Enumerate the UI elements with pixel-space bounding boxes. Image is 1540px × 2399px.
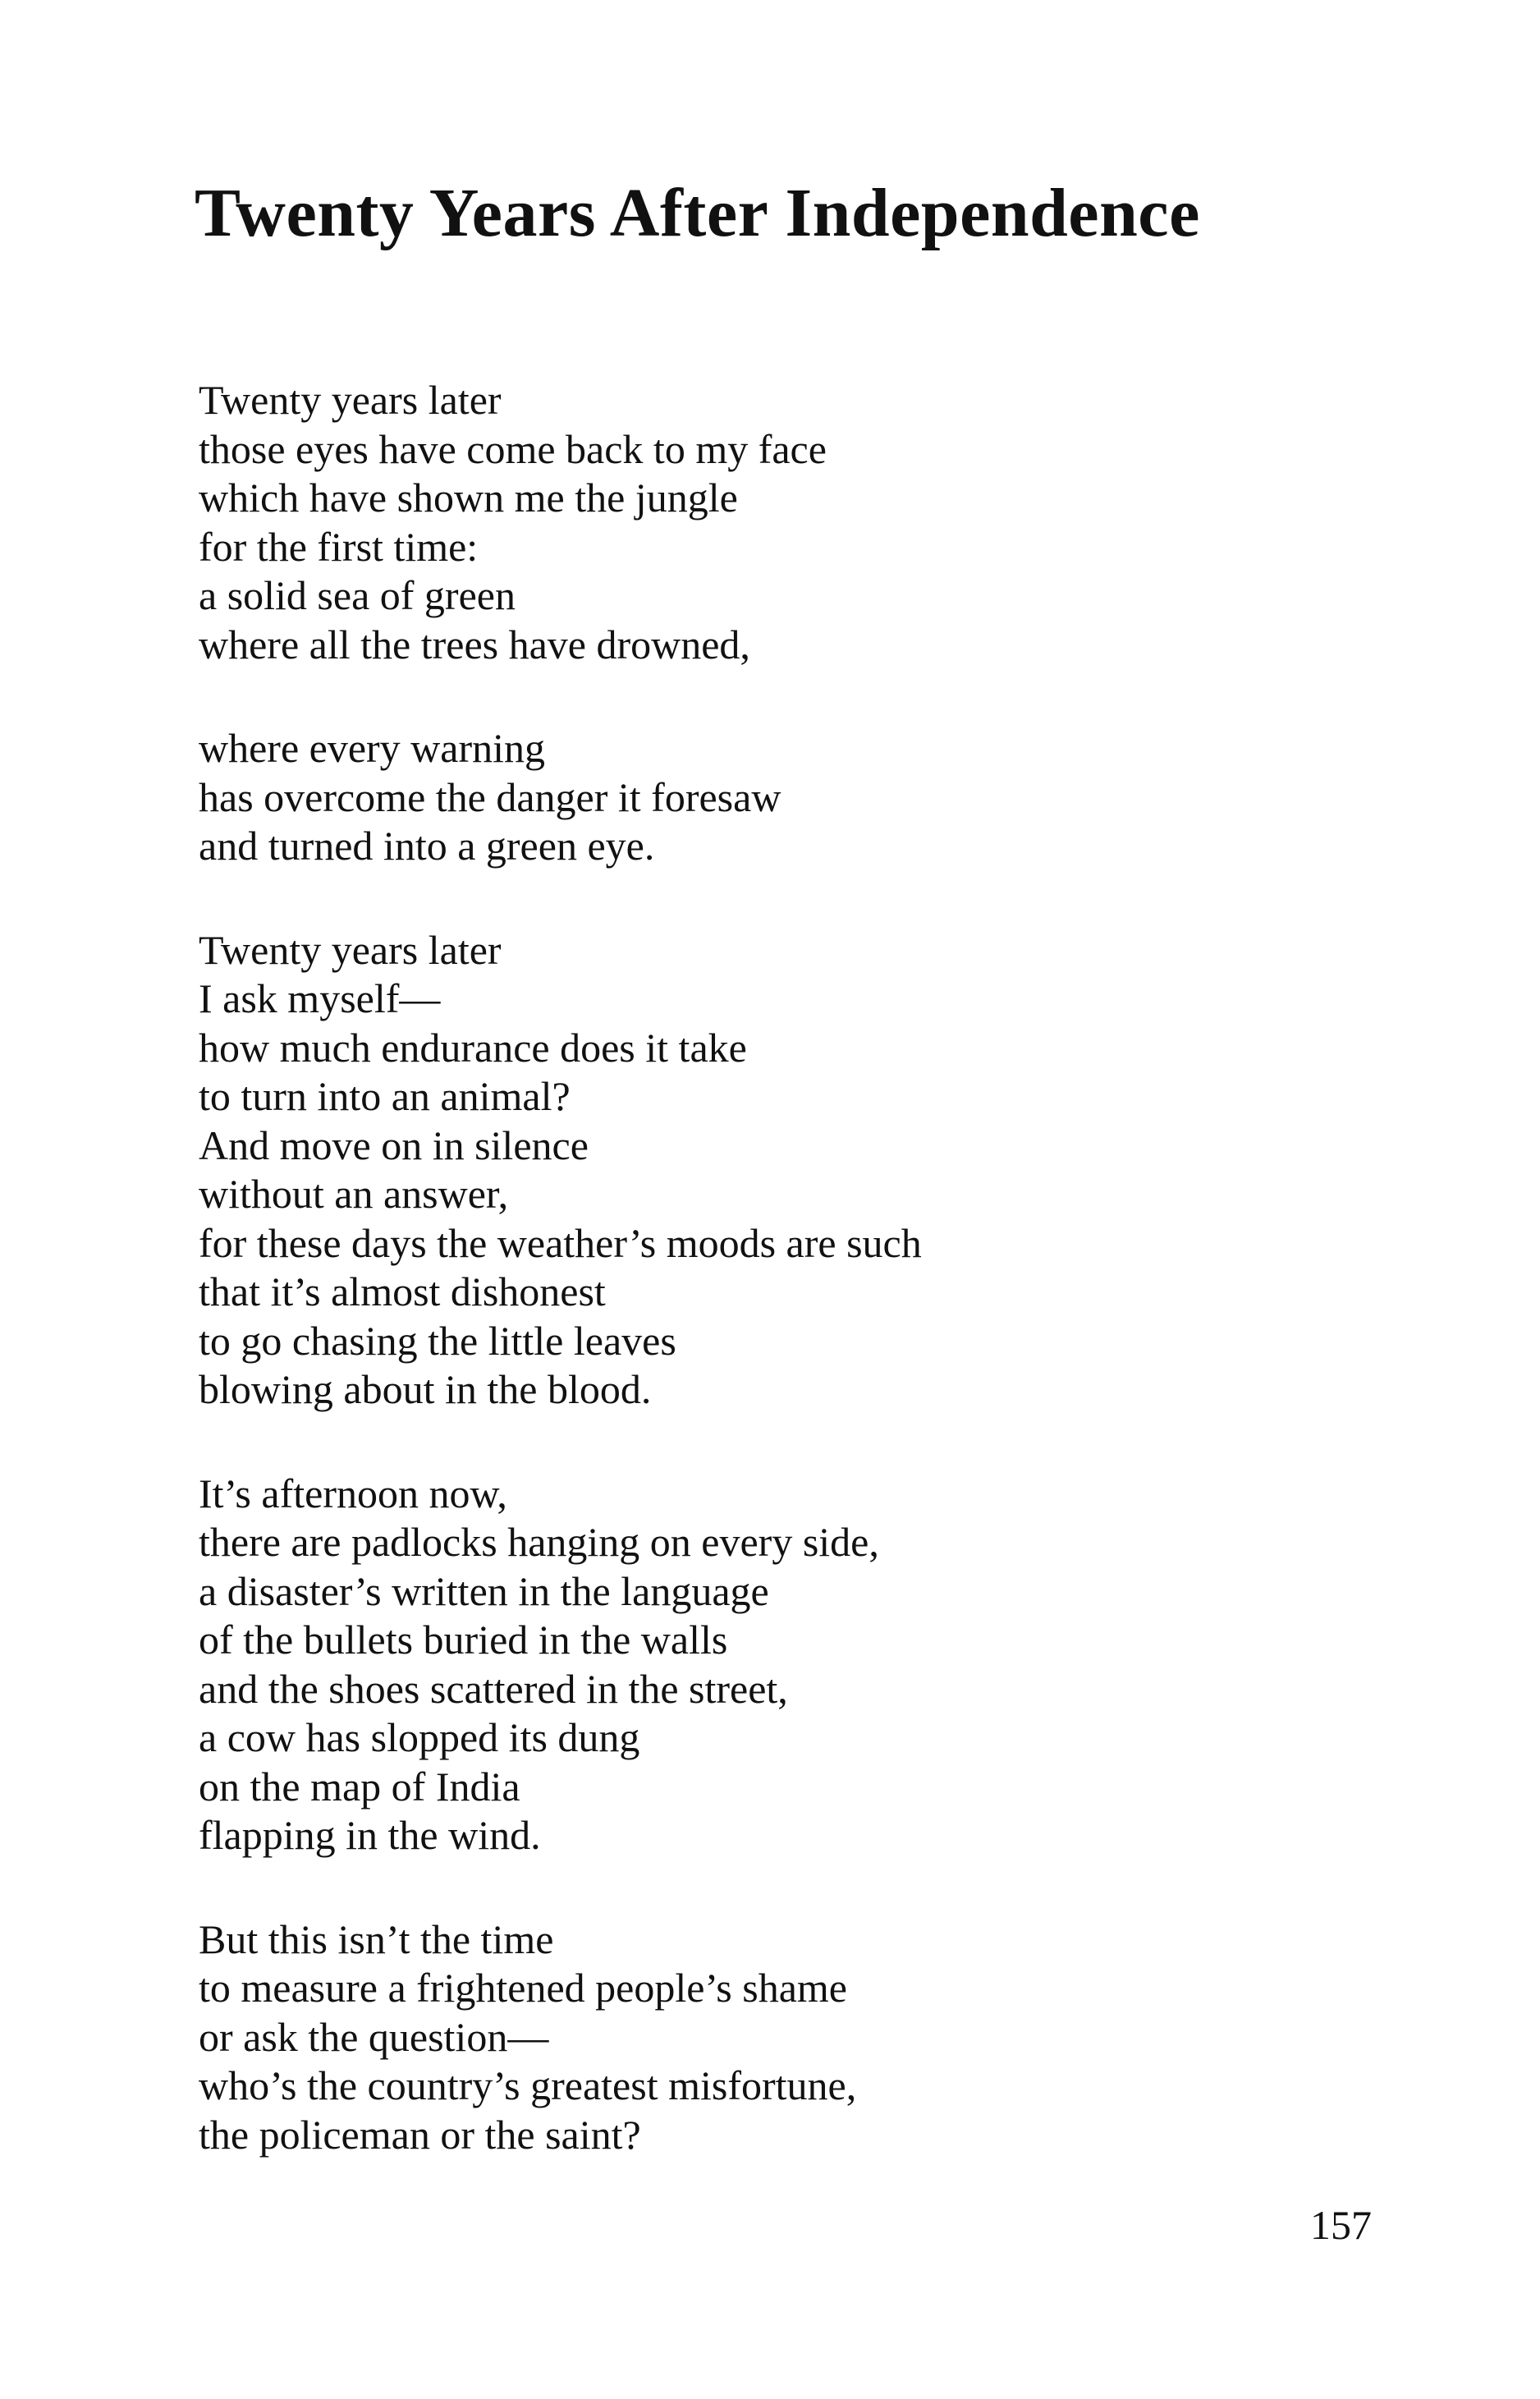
- poem-line: without an answer,: [199, 1171, 509, 1217]
- stanza-4: [199, 1470, 1348, 1860]
- stanza-1: [199, 376, 1348, 669]
- poem-line: But this isn’t the time: [199, 1915, 554, 1962]
- poem-line: on the map of India: [199, 1763, 520, 1810]
- page-number: 157: [1310, 2202, 1372, 2248]
- poem-line: a cow has slopped its dung: [199, 1714, 640, 1760]
- poem-line: blowing about in the blood.: [199, 1366, 652, 1412]
- poem-line: the policeman or the saint?: [199, 2111, 641, 2158]
- poem-line: where all the trees have drowned,: [199, 621, 750, 667]
- poem-line: that it’s almost dishonest: [199, 1268, 606, 1314]
- poem-line: a solid sea of green: [199, 572, 516, 618]
- poem-line: And move on in silence: [199, 1122, 589, 1168]
- poem-line: has overcome the danger it foresaw: [199, 773, 781, 820]
- poem-line: Twenty years later: [199, 926, 502, 973]
- poem-line: how much endurance does it take: [199, 1024, 747, 1071]
- stanza-break: [199, 1860, 1348, 1915]
- stanza-break: [199, 1415, 1348, 1470]
- poem-line: to turn into an animal?: [199, 1073, 571, 1119]
- stanza-2: [199, 724, 1348, 871]
- poem-line: for the first time:: [199, 523, 479, 570]
- poem-line: which have shown me the jungle: [199, 475, 738, 521]
- poem-line: who’s the country’s greatest misfortune,: [199, 2062, 857, 2108]
- poem-line: and the shoes scattered in the street,: [199, 1665, 788, 1712]
- poem-body: [199, 376, 1348, 2159]
- stanza-break: [199, 669, 1348, 724]
- poem-line: I ask myself—: [199, 975, 441, 1021]
- stanza-3: [199, 926, 1348, 1415]
- poem-line: a disaster’s written in the language: [199, 1567, 769, 1614]
- poem-line: or ask the question—: [199, 2013, 549, 2060]
- poem-line: where every warning: [199, 725, 546, 771]
- poem-line: of the bullets buried in the walls: [199, 1617, 728, 1663]
- stanza-break: [199, 871, 1348, 926]
- poem-line: and turned into a green eye.: [199, 823, 655, 869]
- poem-line: for these days the weather’s moods are such: [199, 1219, 922, 1266]
- poem-title: Twenty Years After Independence: [195, 175, 1200, 251]
- poem-line: Twenty years later: [199, 377, 502, 423]
- poem-line: It’s afternoon now,: [199, 1470, 507, 1516]
- poem-line: flapping in the wind.: [199, 1812, 541, 1858]
- poem-line: to go chasing the little leaves: [199, 1317, 676, 1364]
- poem-line: there are padlocks hanging on every side,: [199, 1519, 879, 1565]
- poem-line: those eyes have come back to my face: [199, 425, 827, 472]
- poem-line: to measure a frightened people’s shame: [199, 1965, 847, 2011]
- stanza-5: [199, 1915, 1348, 2160]
